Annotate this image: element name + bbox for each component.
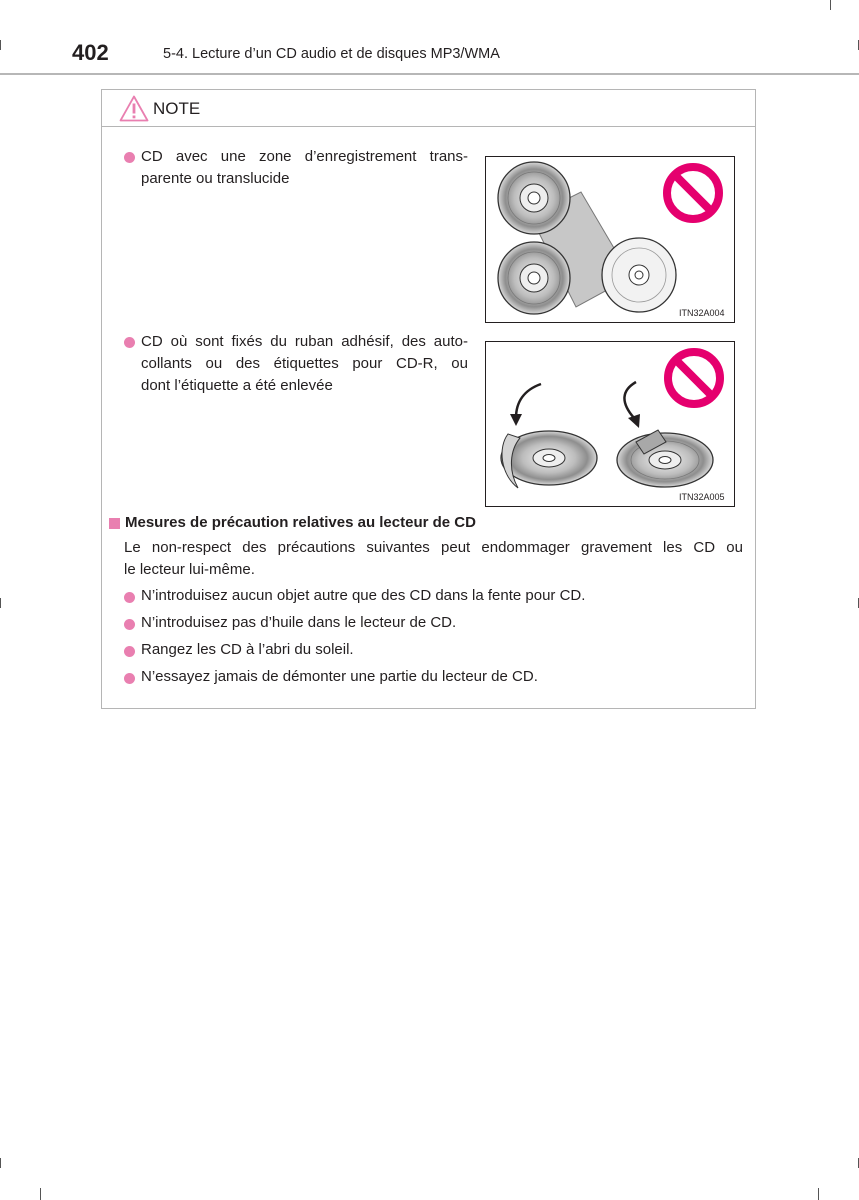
- warning-triangle-icon: [119, 95, 149, 122]
- note-item-1-line-1: CD avec une zone d’enregistrement trans-: [141, 148, 468, 165]
- note-header: [102, 90, 755, 127]
- crop-mark: [0, 40, 1, 50]
- precautions-intro-line-1: Le non-respect des précautions suivantes peut endommager gravement les CD ou: [124, 539, 743, 556]
- bullet-dot: [124, 152, 135, 163]
- figure-taped-cd: [485, 341, 735, 507]
- cd-disc: [498, 162, 570, 234]
- heading-marker: [109, 518, 120, 529]
- precaution-item: N’introduisez pas d’huile dans le lecteur de CD.: [141, 614, 457, 631]
- curved-arrow-icon: [510, 384, 541, 426]
- bullet-dot: [124, 646, 135, 657]
- precaution-item: N’introduisez aucun objet autre que des CD dans la fente pour CD.: [141, 587, 586, 604]
- note-item-1-line-2: parente ou translucide: [141, 170, 290, 187]
- precaution-item: Rangez les CD à l’abri du soleil.: [141, 641, 354, 658]
- figure-code: ITN32A004: [679, 308, 725, 318]
- figure-taped-cd-drawing: [486, 342, 736, 508]
- note-label: NOTE: [153, 99, 201, 118]
- figure-code: ITN32A005: [679, 492, 725, 502]
- crop-mark: [0, 1158, 1, 1168]
- figure-transparent-cd: [485, 156, 735, 323]
- figure-transparent-cd-drawing: [486, 157, 736, 324]
- prohibition-icon: [667, 167, 719, 219]
- curved-arrow-icon: [624, 382, 640, 428]
- cd-disc: [498, 242, 570, 314]
- cd-disc-label-removed: [501, 431, 597, 488]
- note-item-2-line-2: collants ou des étiquettes pour CD-R, ou: [141, 355, 468, 372]
- precautions-intro-line-2: le lecteur lui-même.: [124, 561, 255, 578]
- cd-disc-with-tape: [617, 430, 713, 487]
- bullet-dot: [124, 619, 135, 630]
- note-item-2-line-3: dont l’étiquette a été enlevée: [141, 377, 333, 394]
- precaution-item: N’essayez jamais de démonter une partie du lecteur de CD.: [141, 668, 538, 685]
- precautions-heading: Mesures de précaution relatives au lecteur de CD: [125, 514, 476, 531]
- section-title: 5-4. Lecture d’un CD audio et de disques MP3/WMA: [163, 46, 500, 62]
- note-item-2-line-1: CD où sont fixés du ruban adhésif, des auto-: [141, 333, 468, 350]
- crop-mark: [0, 598, 1, 608]
- crop-mark: [40, 1188, 41, 1200]
- bullet-dot: [124, 337, 135, 348]
- prohibition-icon: [668, 352, 720, 404]
- crop-mark: [818, 1188, 819, 1200]
- header-rule: [0, 73, 859, 75]
- crop-mark: [830, 0, 831, 10]
- bullet-dot: [124, 592, 135, 603]
- bullet-dot: [124, 673, 135, 684]
- page-number: 402: [72, 40, 109, 65]
- cd-disc-translucent: [602, 238, 676, 312]
